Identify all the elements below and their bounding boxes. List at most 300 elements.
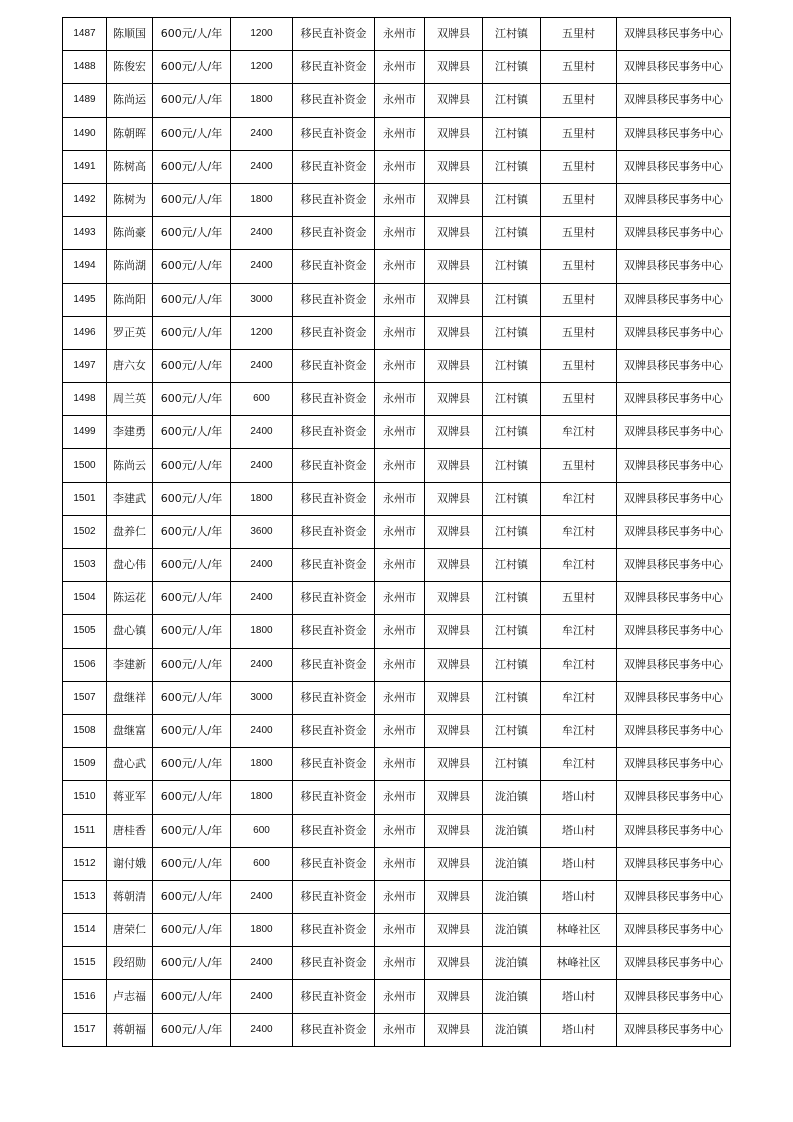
fund-type-cell: 移民直补资金: [293, 515, 375, 548]
county-cell: 双牌县: [425, 582, 483, 615]
person-name-cell: 周兰英: [107, 383, 153, 416]
table-row: [63, 183, 731, 216]
subsidy-standard-cell: 600元/人/年: [153, 648, 231, 681]
person-name-cell: 李建新: [107, 648, 153, 681]
table-row: [63, 880, 731, 913]
row-number-cell: 1505: [63, 615, 107, 648]
village-cell: 牟江村: [541, 515, 617, 548]
row-number-cell: 1489: [63, 84, 107, 117]
issuing-agency-cell: 双牌县移民事务中心: [617, 383, 731, 416]
village-cell: 五里村: [541, 18, 617, 51]
subsidy-table: [62, 17, 731, 1047]
table-body: [63, 18, 731, 1047]
fund-type-cell: 移民直补资金: [293, 814, 375, 847]
subsidy-standard-cell: 600元/人/年: [153, 914, 231, 947]
row-number-cell: 1506: [63, 648, 107, 681]
fund-type-cell: 移民直补资金: [293, 615, 375, 648]
fund-type-cell: 移民直补资金: [293, 150, 375, 183]
row-number-cell: 1488: [63, 51, 107, 84]
table-row: [63, 51, 731, 84]
person-name-cell: 陈运花: [107, 582, 153, 615]
subsidy-standard-cell: 600元/人/年: [153, 748, 231, 781]
village-cell: 塔山村: [541, 781, 617, 814]
county-cell: 双牌县: [425, 283, 483, 316]
amount-cell: 2400: [231, 349, 293, 382]
person-name-cell: 段绍勋: [107, 947, 153, 980]
fund-type-cell: 移民直补资金: [293, 449, 375, 482]
town-cell: 江村镇: [483, 615, 541, 648]
town-cell: 江村镇: [483, 18, 541, 51]
fund-type-cell: 移民直补资金: [293, 183, 375, 216]
subsidy-standard-cell: 600元/人/年: [153, 714, 231, 747]
issuing-agency-cell: 双牌县移民事务中心: [617, 847, 731, 880]
town-cell: 江村镇: [483, 681, 541, 714]
issuing-agency-cell: 双牌县移民事务中心: [617, 648, 731, 681]
amount-cell: 3000: [231, 283, 293, 316]
issuing-agency-cell: 双牌县移民事务中心: [617, 84, 731, 117]
person-name-cell: 李建武: [107, 482, 153, 515]
table-row: [63, 947, 731, 980]
county-cell: 双牌县: [425, 117, 483, 150]
table-row: [63, 914, 731, 947]
row-number-cell: 1490: [63, 117, 107, 150]
person-name-cell: 盘心伟: [107, 549, 153, 582]
town-cell: 泷泊镇: [483, 814, 541, 847]
fund-type-cell: 移民直补资金: [293, 316, 375, 349]
table-row: [63, 316, 731, 349]
subsidy-standard-cell: 600元/人/年: [153, 349, 231, 382]
table-row: [63, 980, 731, 1013]
subsidy-standard-cell: 600元/人/年: [153, 283, 231, 316]
city-cell: 永州市: [375, 316, 425, 349]
amount-cell: 3000: [231, 681, 293, 714]
fund-type-cell: 移民直补资金: [293, 914, 375, 947]
amount-cell: 1800: [231, 482, 293, 515]
subsidy-standard-cell: 600元/人/年: [153, 482, 231, 515]
city-cell: 永州市: [375, 1013, 425, 1046]
town-cell: 江村镇: [483, 582, 541, 615]
village-cell: 五里村: [541, 183, 617, 216]
row-number-cell: 1491: [63, 150, 107, 183]
town-cell: 江村镇: [483, 416, 541, 449]
fund-type-cell: 移民直补资金: [293, 781, 375, 814]
county-cell: 双牌县: [425, 449, 483, 482]
city-cell: 永州市: [375, 183, 425, 216]
person-name-cell: 卢志福: [107, 980, 153, 1013]
table-row: [63, 814, 731, 847]
amount-cell: 2400: [231, 714, 293, 747]
subsidy-standard-cell: 600元/人/年: [153, 18, 231, 51]
issuing-agency-cell: 双牌县移民事务中心: [617, 117, 731, 150]
person-name-cell: 陈朝晖: [107, 117, 153, 150]
person-name-cell: 罗正英: [107, 316, 153, 349]
subsidy-standard-cell: 600元/人/年: [153, 515, 231, 548]
issuing-agency-cell: 双牌县移民事务中心: [617, 615, 731, 648]
issuing-agency-cell: 双牌县移民事务中心: [617, 515, 731, 548]
amount-cell: 2400: [231, 449, 293, 482]
amount-cell: 2400: [231, 582, 293, 615]
village-cell: 牟江村: [541, 714, 617, 747]
county-cell: 双牌县: [425, 250, 483, 283]
issuing-agency-cell: 双牌县移民事务中心: [617, 283, 731, 316]
city-cell: 永州市: [375, 814, 425, 847]
issuing-agency-cell: 双牌县移民事务中心: [617, 880, 731, 913]
person-name-cell: 陈尚运: [107, 84, 153, 117]
table-row: [63, 217, 731, 250]
county-cell: 双牌县: [425, 183, 483, 216]
issuing-agency-cell: 双牌县移民事务中心: [617, 250, 731, 283]
city-cell: 永州市: [375, 150, 425, 183]
issuing-agency-cell: 双牌县移民事务中心: [617, 814, 731, 847]
table-row: [63, 349, 731, 382]
table-row: [63, 748, 731, 781]
issuing-agency-cell: 双牌县移民事务中心: [617, 582, 731, 615]
city-cell: 永州市: [375, 416, 425, 449]
amount-cell: 600: [231, 383, 293, 416]
table-row: [63, 150, 731, 183]
town-cell: 江村镇: [483, 482, 541, 515]
city-cell: 永州市: [375, 515, 425, 548]
issuing-agency-cell: 双牌县移民事务中心: [617, 1013, 731, 1046]
subsidy-standard-cell: 600元/人/年: [153, 847, 231, 880]
village-cell: 五里村: [541, 117, 617, 150]
city-cell: 永州市: [375, 781, 425, 814]
fund-type-cell: 移民直补资金: [293, 383, 375, 416]
county-cell: 双牌县: [425, 880, 483, 913]
village-cell: 牟江村: [541, 648, 617, 681]
issuing-agency-cell: 双牌县移民事务中心: [617, 980, 731, 1013]
city-cell: 永州市: [375, 582, 425, 615]
fund-type-cell: 移民直补资金: [293, 681, 375, 714]
amount-cell: 1200: [231, 18, 293, 51]
amount-cell: 1200: [231, 316, 293, 349]
person-name-cell: 蒋朝福: [107, 1013, 153, 1046]
issuing-agency-cell: 双牌县移民事务中心: [617, 416, 731, 449]
village-cell: 五里村: [541, 383, 617, 416]
person-name-cell: 陈尚湖: [107, 250, 153, 283]
issuing-agency-cell: 双牌县移民事务中心: [617, 748, 731, 781]
table-row: [63, 1013, 731, 1046]
issuing-agency-cell: 双牌县移民事务中心: [617, 482, 731, 515]
amount-cell: 2400: [231, 1013, 293, 1046]
person-name-cell: 唐荣仁: [107, 914, 153, 947]
row-number-cell: 1504: [63, 582, 107, 615]
table-row: [63, 648, 731, 681]
city-cell: 永州市: [375, 117, 425, 150]
fund-type-cell: 移民直补资金: [293, 714, 375, 747]
city-cell: 永州市: [375, 482, 425, 515]
village-cell: 林峰社区: [541, 914, 617, 947]
village-cell: 牟江村: [541, 482, 617, 515]
row-number-cell: 1502: [63, 515, 107, 548]
village-cell: 五里村: [541, 150, 617, 183]
fund-type-cell: 移民直补资金: [293, 582, 375, 615]
table-row: [63, 84, 731, 117]
amount-cell: 3600: [231, 515, 293, 548]
person-name-cell: 盘心镇: [107, 615, 153, 648]
row-number-cell: 1501: [63, 482, 107, 515]
person-name-cell: 陈树高: [107, 150, 153, 183]
issuing-agency-cell: 双牌县移民事务中心: [617, 681, 731, 714]
issuing-agency-cell: 双牌县移民事务中心: [617, 217, 731, 250]
subsidy-standard-cell: 600元/人/年: [153, 383, 231, 416]
fund-type-cell: 移民直补资金: [293, 482, 375, 515]
fund-type-cell: 移民直补资金: [293, 947, 375, 980]
city-cell: 永州市: [375, 847, 425, 880]
county-cell: 双牌县: [425, 18, 483, 51]
county-cell: 双牌县: [425, 914, 483, 947]
village-cell: 林峰社区: [541, 947, 617, 980]
row-number-cell: 1517: [63, 1013, 107, 1046]
fund-type-cell: 移民直补资金: [293, 117, 375, 150]
county-cell: 双牌县: [425, 84, 483, 117]
village-cell: 五里村: [541, 250, 617, 283]
town-cell: 江村镇: [483, 283, 541, 316]
amount-cell: 2400: [231, 217, 293, 250]
subsidy-standard-cell: 600元/人/年: [153, 416, 231, 449]
town-cell: 江村镇: [483, 349, 541, 382]
fund-type-cell: 移民直补资金: [293, 847, 375, 880]
person-name-cell: 盘继富: [107, 714, 153, 747]
table-row: [63, 681, 731, 714]
county-cell: 双牌县: [425, 814, 483, 847]
county-cell: 双牌县: [425, 316, 483, 349]
village-cell: 塔山村: [541, 1013, 617, 1046]
village-cell: 牟江村: [541, 549, 617, 582]
town-cell: 江村镇: [483, 183, 541, 216]
person-name-cell: 谢付娥: [107, 847, 153, 880]
county-cell: 双牌县: [425, 681, 483, 714]
county-cell: 双牌县: [425, 847, 483, 880]
amount-cell: 1800: [231, 914, 293, 947]
row-number-cell: 1499: [63, 416, 107, 449]
city-cell: 永州市: [375, 681, 425, 714]
person-name-cell: 盘心武: [107, 748, 153, 781]
village-cell: 五里村: [541, 51, 617, 84]
city-cell: 永州市: [375, 250, 425, 283]
fund-type-cell: 移民直补资金: [293, 748, 375, 781]
county-cell: 双牌县: [425, 615, 483, 648]
table-row: [63, 847, 731, 880]
person-name-cell: 蒋亚军: [107, 781, 153, 814]
issuing-agency-cell: 双牌县移民事务中心: [617, 349, 731, 382]
town-cell: 江村镇: [483, 217, 541, 250]
county-cell: 双牌县: [425, 482, 483, 515]
county-cell: 双牌县: [425, 150, 483, 183]
issuing-agency-cell: 双牌县移民事务中心: [617, 449, 731, 482]
issuing-agency-cell: 双牌县移民事务中心: [617, 18, 731, 51]
town-cell: 江村镇: [483, 250, 541, 283]
village-cell: 五里村: [541, 217, 617, 250]
town-cell: 泷泊镇: [483, 781, 541, 814]
village-cell: 塔山村: [541, 814, 617, 847]
person-name-cell: 陈顺国: [107, 18, 153, 51]
person-name-cell: 唐桂香: [107, 814, 153, 847]
county-cell: 双牌县: [425, 781, 483, 814]
row-number-cell: 1509: [63, 748, 107, 781]
amount-cell: 1800: [231, 615, 293, 648]
fund-type-cell: 移民直补资金: [293, 880, 375, 913]
town-cell: 江村镇: [483, 383, 541, 416]
county-cell: 双牌县: [425, 51, 483, 84]
person-name-cell: 陈俊宏: [107, 51, 153, 84]
city-cell: 永州市: [375, 383, 425, 416]
town-cell: 江村镇: [483, 316, 541, 349]
fund-type-cell: 移民直补资金: [293, 283, 375, 316]
subsidy-standard-cell: 600元/人/年: [153, 814, 231, 847]
town-cell: 泷泊镇: [483, 980, 541, 1013]
amount-cell: 1800: [231, 781, 293, 814]
subsidy-standard-cell: 600元/人/年: [153, 980, 231, 1013]
fund-type-cell: 移民直补资金: [293, 84, 375, 117]
subsidy-standard-cell: 600元/人/年: [153, 880, 231, 913]
subsidy-standard-cell: 600元/人/年: [153, 615, 231, 648]
city-cell: 永州市: [375, 51, 425, 84]
row-number-cell: 1487: [63, 18, 107, 51]
amount-cell: 1800: [231, 183, 293, 216]
county-cell: 双牌县: [425, 648, 483, 681]
table-row: [63, 781, 731, 814]
subsidy-standard-cell: 600元/人/年: [153, 449, 231, 482]
village-cell: 五里村: [541, 582, 617, 615]
subsidy-standard-cell: 600元/人/年: [153, 681, 231, 714]
row-number-cell: 1503: [63, 549, 107, 582]
village-cell: 五里村: [541, 84, 617, 117]
issuing-agency-cell: 双牌县移民事务中心: [617, 947, 731, 980]
fund-type-cell: 移民直补资金: [293, 51, 375, 84]
row-number-cell: 1511: [63, 814, 107, 847]
town-cell: 江村镇: [483, 150, 541, 183]
village-cell: 牟江村: [541, 681, 617, 714]
row-number-cell: 1497: [63, 349, 107, 382]
town-cell: 泷泊镇: [483, 947, 541, 980]
row-number-cell: 1513: [63, 880, 107, 913]
village-cell: 五里村: [541, 316, 617, 349]
subsidy-standard-cell: 600元/人/年: [153, 549, 231, 582]
table-row: [63, 416, 731, 449]
subsidy-standard-cell: 600元/人/年: [153, 84, 231, 117]
row-number-cell: 1494: [63, 250, 107, 283]
fund-type-cell: 移民直补资金: [293, 648, 375, 681]
person-name-cell: 陈尚阳: [107, 283, 153, 316]
subsidy-standard-cell: 600元/人/年: [153, 51, 231, 84]
city-cell: 永州市: [375, 714, 425, 747]
amount-cell: 1200: [231, 51, 293, 84]
person-name-cell: 李建勇: [107, 416, 153, 449]
city-cell: 永州市: [375, 914, 425, 947]
table-row: [63, 449, 731, 482]
person-name-cell: 陈尚豪: [107, 217, 153, 250]
city-cell: 永州市: [375, 349, 425, 382]
row-number-cell: 1507: [63, 681, 107, 714]
county-cell: 双牌县: [425, 947, 483, 980]
row-number-cell: 1493: [63, 217, 107, 250]
town-cell: 泷泊镇: [483, 847, 541, 880]
town-cell: 江村镇: [483, 549, 541, 582]
issuing-agency-cell: 双牌县移民事务中心: [617, 51, 731, 84]
county-cell: 双牌县: [425, 714, 483, 747]
county-cell: 双牌县: [425, 383, 483, 416]
town-cell: 江村镇: [483, 84, 541, 117]
subsidy-standard-cell: 600元/人/年: [153, 781, 231, 814]
person-name-cell: 盘养仁: [107, 515, 153, 548]
amount-cell: 2400: [231, 150, 293, 183]
town-cell: 泷泊镇: [483, 1013, 541, 1046]
table-row: [63, 615, 731, 648]
row-number-cell: 1512: [63, 847, 107, 880]
issuing-agency-cell: 双牌县移民事务中心: [617, 781, 731, 814]
amount-cell: 2400: [231, 947, 293, 980]
row-number-cell: 1498: [63, 383, 107, 416]
issuing-agency-cell: 双牌县移民事务中心: [617, 316, 731, 349]
subsidy-standard-cell: 600元/人/年: [153, 150, 231, 183]
amount-cell: 2400: [231, 880, 293, 913]
village-cell: 牟江村: [541, 748, 617, 781]
fund-type-cell: 移民直补资金: [293, 1013, 375, 1046]
fund-type-cell: 移民直补资金: [293, 349, 375, 382]
row-number-cell: 1496: [63, 316, 107, 349]
table-row: [63, 283, 731, 316]
subsidy-standard-cell: 600元/人/年: [153, 217, 231, 250]
village-cell: 牟江村: [541, 416, 617, 449]
amount-cell: 2400: [231, 117, 293, 150]
city-cell: 永州市: [375, 615, 425, 648]
town-cell: 江村镇: [483, 117, 541, 150]
amount-cell: 1800: [231, 748, 293, 781]
person-name-cell: 盘继祥: [107, 681, 153, 714]
city-cell: 永州市: [375, 648, 425, 681]
city-cell: 永州市: [375, 18, 425, 51]
row-number-cell: 1515: [63, 947, 107, 980]
row-number-cell: 1492: [63, 183, 107, 216]
county-cell: 双牌县: [425, 549, 483, 582]
town-cell: 泷泊镇: [483, 914, 541, 947]
row-number-cell: 1510: [63, 781, 107, 814]
county-cell: 双牌县: [425, 217, 483, 250]
county-cell: 双牌县: [425, 416, 483, 449]
city-cell: 永州市: [375, 980, 425, 1013]
town-cell: 江村镇: [483, 748, 541, 781]
issuing-agency-cell: 双牌县移民事务中心: [617, 714, 731, 747]
city-cell: 永州市: [375, 748, 425, 781]
town-cell: 江村镇: [483, 714, 541, 747]
issuing-agency-cell: 双牌县移民事务中心: [617, 914, 731, 947]
county-cell: 双牌县: [425, 515, 483, 548]
town-cell: 江村镇: [483, 449, 541, 482]
subsidy-standard-cell: 600元/人/年: [153, 947, 231, 980]
village-cell: 五里村: [541, 283, 617, 316]
amount-cell: 2400: [231, 648, 293, 681]
person-name-cell: 唐六女: [107, 349, 153, 382]
city-cell: 永州市: [375, 84, 425, 117]
amount-cell: 2400: [231, 416, 293, 449]
town-cell: 泷泊镇: [483, 880, 541, 913]
village-cell: 塔山村: [541, 880, 617, 913]
village-cell: 塔山村: [541, 847, 617, 880]
subsidy-standard-cell: 600元/人/年: [153, 250, 231, 283]
person-name-cell: 陈树为: [107, 183, 153, 216]
issuing-agency-cell: 双牌县移民事务中心: [617, 183, 731, 216]
town-cell: 江村镇: [483, 515, 541, 548]
amount-cell: 2400: [231, 549, 293, 582]
fund-type-cell: 移民直补资金: [293, 250, 375, 283]
table-row: [63, 18, 731, 51]
table-row: [63, 383, 731, 416]
town-cell: 江村镇: [483, 648, 541, 681]
amount-cell: 2400: [231, 980, 293, 1013]
amount-cell: 600: [231, 847, 293, 880]
table-row: [63, 250, 731, 283]
